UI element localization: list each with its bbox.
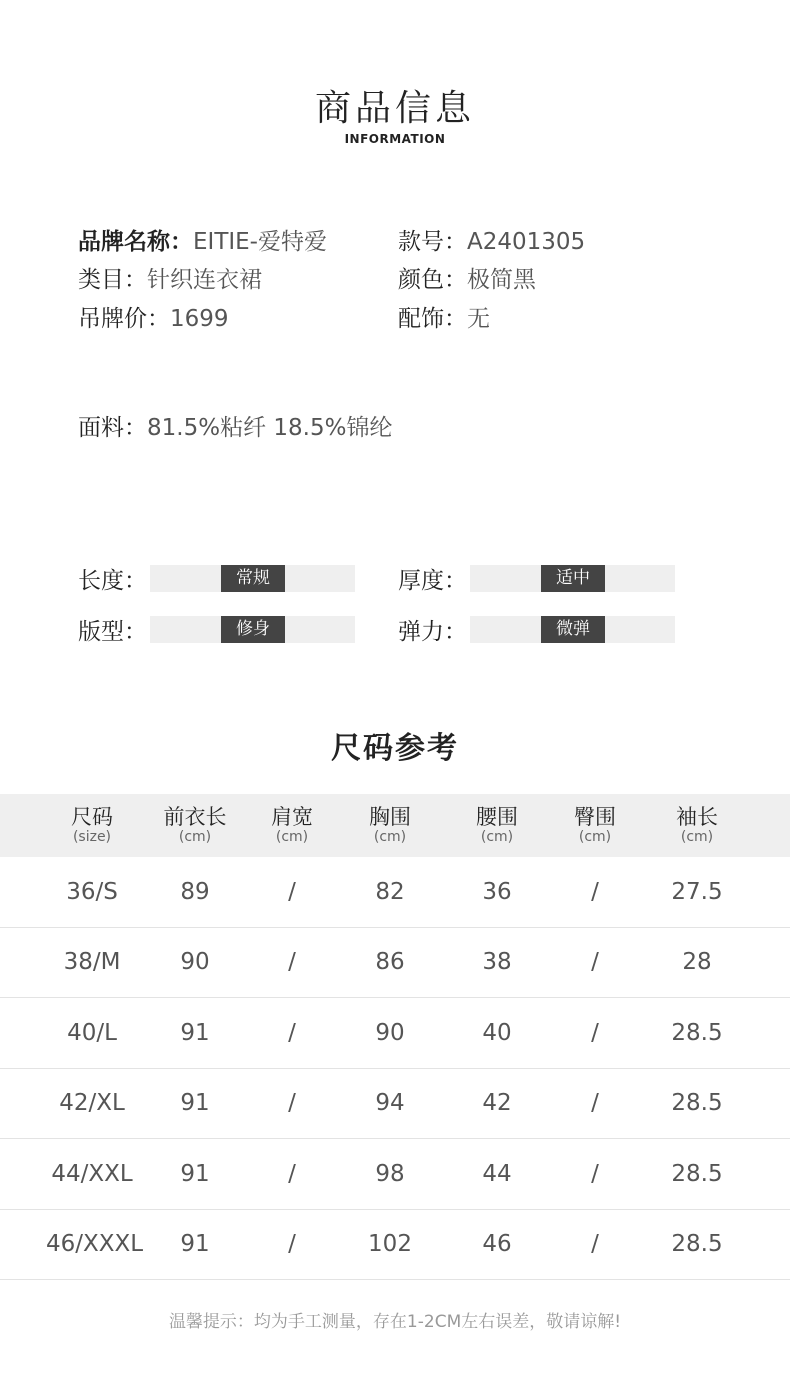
table-cell: 90 [375, 1019, 405, 1046]
table-cell: 82 [375, 878, 405, 905]
size-table [0, 794, 790, 1280]
brand-field [78, 223, 398, 256]
table-row [0, 1139, 790, 1210]
table-cell: 36/S [66, 878, 118, 905]
info-row [78, 220, 718, 259]
accessory-field [398, 300, 718, 333]
table-cell: 40/L [67, 1019, 117, 1046]
elasticity-chip: 微弹 [541, 616, 605, 643]
table-row [0, 1069, 790, 1140]
table-cell: 40 [482, 1019, 512, 1046]
column-unit: (cm) [373, 829, 407, 845]
column-label: 袖长 [676, 805, 718, 829]
table-cell: / [288, 878, 296, 905]
column-label: 腰围 [476, 805, 518, 829]
table-cell: / [288, 1090, 296, 1117]
table-cell: 98 [375, 1160, 405, 1187]
table-cell: / [591, 1019, 599, 1046]
table-cell: 91 [180, 1019, 210, 1046]
fabric-field [78, 409, 392, 442]
table-cell: 90 [180, 949, 210, 976]
elasticity-attribute [398, 613, 718, 646]
measurement-tip: 温馨提示：均为手工测量，存在1-2CM左右误差，敬请谅解! [168, 1312, 622, 1332]
table-cell: 27.5 [671, 878, 723, 905]
column-unit: (cm) [578, 829, 612, 845]
column-unit: (cm) [480, 829, 514, 845]
category-value: 针织连衣裙 [147, 267, 262, 294]
length-scale [150, 565, 355, 592]
column-label: 前衣长 [163, 805, 227, 829]
table-cell: 46 [482, 1231, 512, 1258]
table-cell: 42/XL [59, 1090, 125, 1117]
table-cell: 28 [682, 949, 712, 976]
info-row [78, 297, 718, 336]
column-unit: (cm) [178, 829, 212, 845]
fit-chip: 修身 [221, 616, 285, 643]
price-field [78, 300, 398, 333]
table-cell: 91 [180, 1090, 210, 1117]
table-cell: 38 [482, 949, 512, 976]
thickness-attribute [398, 562, 718, 595]
table-cell: 38/M [63, 949, 121, 976]
fit-label: 版型： [78, 619, 147, 645]
color-value: 极简黑 [467, 267, 536, 294]
style-number-label: 款号： [398, 228, 467, 255]
attribute-scales [78, 553, 718, 655]
table-cell: 102 [368, 1231, 412, 1258]
brand-value: EITIE-爱特爱 [193, 228, 327, 255]
table-cell: / [288, 1019, 296, 1046]
column-label: 尺码 [71, 805, 113, 829]
column-header [340, 805, 440, 846]
table-cell: 44/XXL [51, 1160, 133, 1187]
product-info [78, 220, 718, 336]
elasticity-scale [470, 616, 675, 643]
color-field [398, 261, 718, 294]
length-attribute [78, 562, 398, 595]
fabric-value: 81.5%粘纤 18.5%锦纶 [147, 415, 393, 441]
thickness-scale [470, 565, 675, 592]
fit-attribute [78, 613, 398, 646]
table-cell: / [591, 1160, 599, 1187]
column-header [242, 805, 342, 846]
column-label: 臀围 [574, 805, 616, 829]
table-cell: / [591, 1231, 599, 1258]
fit-scale [150, 616, 355, 643]
table-cell: 36 [482, 878, 512, 905]
category-field [78, 261, 398, 294]
table-row [0, 857, 790, 928]
table-cell: 94 [375, 1090, 405, 1117]
price-value: 1699 [170, 305, 229, 332]
attr-row [78, 553, 718, 604]
column-unit: (cm) [275, 829, 309, 845]
page-subtitle: INFORMATION [344, 132, 446, 146]
table-cell: / [288, 1160, 296, 1187]
table-cell: 91 [180, 1231, 210, 1258]
length-label: 长度： [78, 568, 147, 594]
style-number-field [398, 223, 718, 256]
length-chip: 常规 [221, 565, 285, 592]
column-header [145, 805, 245, 846]
table-cell: 28.5 [671, 1231, 723, 1258]
accessory-value: 无 [467, 305, 490, 332]
page-header [0, 86, 790, 146]
table-cell: 28.5 [671, 1019, 723, 1046]
table-cell: 91 [180, 1160, 210, 1187]
table-cell: 86 [375, 949, 405, 976]
attr-row [78, 604, 718, 655]
table-cell: 28.5 [671, 1160, 723, 1187]
table-cell: / [591, 949, 599, 976]
size-chart-title: 尺码参考 [331, 731, 459, 766]
table-row [0, 998, 790, 1069]
thickness-chip: 适中 [541, 565, 605, 592]
table-row [0, 1210, 790, 1281]
table-cell: 42 [482, 1090, 512, 1117]
table-cell: / [288, 1231, 296, 1258]
table-cell: / [591, 1090, 599, 1117]
category-label: 类目： [78, 267, 147, 294]
table-cell: / [288, 949, 296, 976]
accessory-label: 配饰： [398, 305, 467, 332]
thickness-label: 厚度： [398, 568, 467, 594]
style-number-value: A2401305 [467, 228, 586, 255]
table-cell: 44 [482, 1160, 512, 1187]
table-cell: / [591, 878, 599, 905]
elasticity-label: 弹力： [398, 619, 467, 645]
column-label: 胸围 [369, 805, 411, 829]
table-row [0, 928, 790, 999]
table-cell: 89 [180, 878, 210, 905]
table-cell: 28.5 [671, 1090, 723, 1117]
column-unit: (cm) [680, 829, 714, 845]
size-table-header [0, 794, 790, 857]
column-unit: (size) [72, 829, 112, 845]
column-header [447, 805, 547, 846]
column-header [46, 805, 138, 846]
info-row [78, 259, 718, 298]
column-label: 肩宽 [271, 805, 313, 829]
brand-label: 品牌名称： [78, 228, 193, 255]
table-cell: 46/XXXL [46, 1231, 144, 1258]
price-label: 吊牌价： [78, 305, 170, 332]
fabric-label: 面料： [78, 415, 147, 441]
page-title: 商品信息 [314, 88, 475, 129]
column-header [545, 805, 645, 846]
column-header [647, 805, 747, 846]
color-label: 颜色： [398, 267, 467, 294]
